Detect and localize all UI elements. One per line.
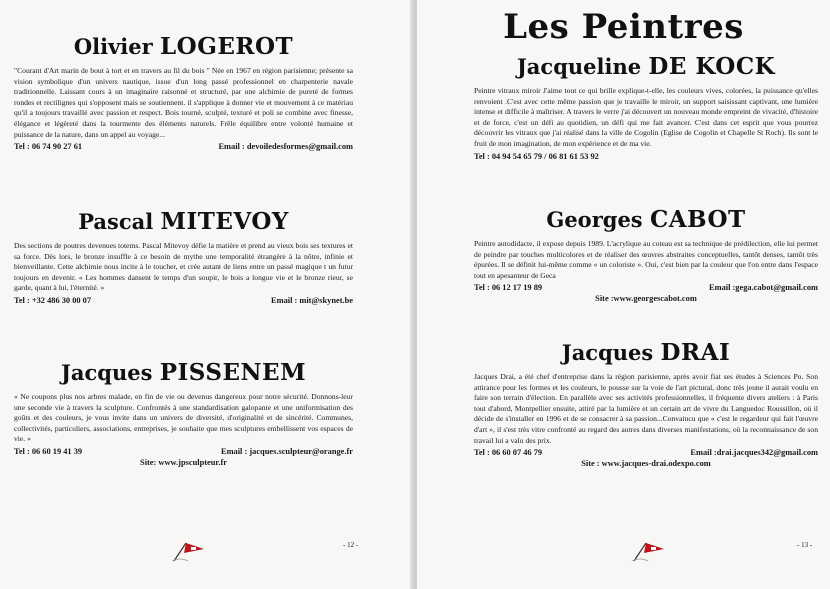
artist-phone: Tel : +32 486 30 00 07 xyxy=(14,295,92,305)
artist-email: Email :drai.jacques342@gmail.com xyxy=(690,448,818,458)
artist-last-name: CABOT xyxy=(649,206,746,233)
artist-bio: Des sections de poutres devenues totems. Pascal Mitevoy défie la matière et prend au vieux bois ses textures et sa force. Dès lors, le bronze insuffle à ce besoin de mythe une temporalité étrangère à la nôtre, infinie et bienveillante. Cette alchimie nous incite à le toucher, et crée autant de liens entre un passé magique t un futur toujours en devenir. « Les hommes dansent le temps d'un soupir, le bois a longue vie et le bronze rieur, se garde, quant à lui, l'éternité. » xyxy=(14,241,353,293)
artist-phone: Tel : 04 94 54 65 79 / 06 81 61 53 92 xyxy=(474,151,599,161)
artist-contact xyxy=(14,446,353,457)
artist-site: Site :www.georgescabot.com xyxy=(595,294,697,304)
club-flag-icon xyxy=(630,541,666,563)
artist-phone: Tel : 06 60 19 41 39 xyxy=(14,446,83,456)
artist-first-name: Jacques xyxy=(60,360,153,385)
page-number: - 13 - xyxy=(797,541,813,549)
left-page xyxy=(0,0,413,589)
artist-de-kock xyxy=(417,54,830,162)
artist-email: Email : mit@skynet.be xyxy=(271,295,353,305)
artist-last-name: PISSENEM xyxy=(159,359,307,386)
artist-logerot xyxy=(0,34,413,152)
artist-contact xyxy=(474,282,818,293)
artist-phone: Tel : 06 74 90 27 61 xyxy=(14,142,83,152)
artist-bio: « Ne coupons plus nos arbres malade, en fin de vie ou devenus dangereux pour notre sécurité. Donnons-leur une seconde vie à travers la sculpture. Confrontés à une standardisation galopante et une uniformisation des goûts et des couleurs, je vous invite dans un univers de diversité, d'originalité et de sincérité. Communes, collectivités, particuliers, associations, entreprises, je souhaite que mes sculptures embellissent vos espaces de vie. » xyxy=(14,392,353,444)
artist-name xyxy=(474,54,818,80)
artist-last-name: DE KOCK xyxy=(648,53,776,80)
artist-first-name: Pascal xyxy=(78,209,154,234)
artist-first-name: Jacqueline xyxy=(516,54,642,79)
artist-drai xyxy=(417,340,830,469)
page-number: - 12 - xyxy=(343,541,359,549)
artist-contact xyxy=(14,141,353,152)
artist-mitevoy xyxy=(0,209,413,306)
artist-phone: Tel : 06 60 07 46 79 xyxy=(474,448,543,458)
artist-site: Site : www.jacques-drai.odexpo.com xyxy=(581,459,711,469)
right-page xyxy=(417,0,830,589)
artist-pissenem xyxy=(0,360,413,468)
artist-bio: Peintre autodidacte, il expose depuis 1989. L'acrylique au coteau est sa technique de prédilection, elle lui permet de peindre par touches multicolores et de réaliser des œuvres abstraites conceptuelles, tantôt denses, tantôt très épurées. Il se définit lui-même comme « un coloriste ». Oui, c'est bien par la couleur que l'on entre dans l'espace tout en apesanteur de Geca xyxy=(474,239,818,280)
artist-email: Email : jacques.sculpteur@orange.fr xyxy=(220,446,353,456)
artist-email: Email :gega.cabot@gmail.com xyxy=(709,283,818,293)
artist-last-name: LOGEROT xyxy=(160,33,294,60)
artist-first-name: Olivier xyxy=(73,34,153,59)
artist-contact xyxy=(474,151,818,162)
artist-last-name: DRAI xyxy=(660,339,731,366)
artist-name xyxy=(474,207,818,233)
artist-email: Email : devoiledesformes@gmail.com xyxy=(218,142,353,152)
section-title: Les Peintres xyxy=(503,7,744,47)
artist-last-name: MITEVOY xyxy=(160,208,289,235)
artist-phone: Tel : 06 12 17 19 89 xyxy=(474,283,543,293)
artist-name xyxy=(14,34,353,60)
artist-bio: "Courant d'Art marin de bout à tort et en travers au fil du bois " Née en 1967 en région parisienne; présente sa vision symbolique d'un univers nautique, issue d'un long passé professionnel en charpenterie navale traditionnelle. Laissant cours à un imaginaire raisonné et structuré, par une alchimie de pureté de formes rondes et rectilignes qui s'opposent mais se soutiennent. il s'applique à donner vie et mouvement à ce matériau qu'il a toujours travaillé avec passion et respect. Bois tourné, sculpté, texturé et poli se combine avec finesse, élégance et légèreté dans la tourmente des éléments naturels. Frêle équilibre entre volonté humaine et puissance de la nature, dans un appel au voyage... xyxy=(14,66,353,139)
artist-bio: Peintre vitraux miroir J'aime tout ce qui brille explique-t-elle, les couleurs vives, colorées, la puissance qu'elles renvoient .C'est avec cette même passion que je travaille le miroir, un support saisissant captivant, une lumière intense et difficile à maîtriser. A travers le verre j'ai découvert un nouveau monde empreint de vivacité, d'histoire et de force, c'est un défi au quotidien, un défi qui me fait avancer. C'est dans cet esprit que vous pourrez découvrir les vitraux que j'ai réalisé dans la ville de Cogolin (Eglise de Cogolin et Chapelle St Roch). Ils sont le fruit de mon imagination, de mon expérience et de ma vie. xyxy=(474,86,818,148)
artist-first-name: Georges xyxy=(546,207,643,232)
artist-name xyxy=(14,360,353,386)
artist-name xyxy=(14,209,353,235)
artist-contact xyxy=(474,447,818,458)
artist-first-name: Jacques xyxy=(561,340,654,365)
artist-name xyxy=(474,340,818,366)
artist-cabot xyxy=(417,207,830,304)
artist-bio: Jacques Drai, a été chef d'entreprise dans la région parisienne, après avoir fiat ses études à Sciences Po. Son attirance pour les formes et les couleurs, le pousse sur la voie de l'art pictural, donc très jeune il aurait voulu en faire son terrain d'élection. En parallèle avec ses activités professionnelles, il fréquente divers ateliers : à Paris tout d'abord, Montpellier ensuite, attiré par la lumière et un certain art de vivre du Languedoc Roussillon, où il décide de s'installer en 1996 et de se consacrer à sa passion...Convaincu que « c'est le regardeur qui fait l'œuvre d'art », il s'est très vitre confronté au regard des autres dans diverses manifestations, où la reconnaissance de son travail lui a valu des prix. xyxy=(474,372,818,445)
artist-contact xyxy=(14,295,353,306)
club-flag-icon xyxy=(170,541,206,563)
artist-site: Site: www.jpsculpteur.fr xyxy=(140,457,227,467)
